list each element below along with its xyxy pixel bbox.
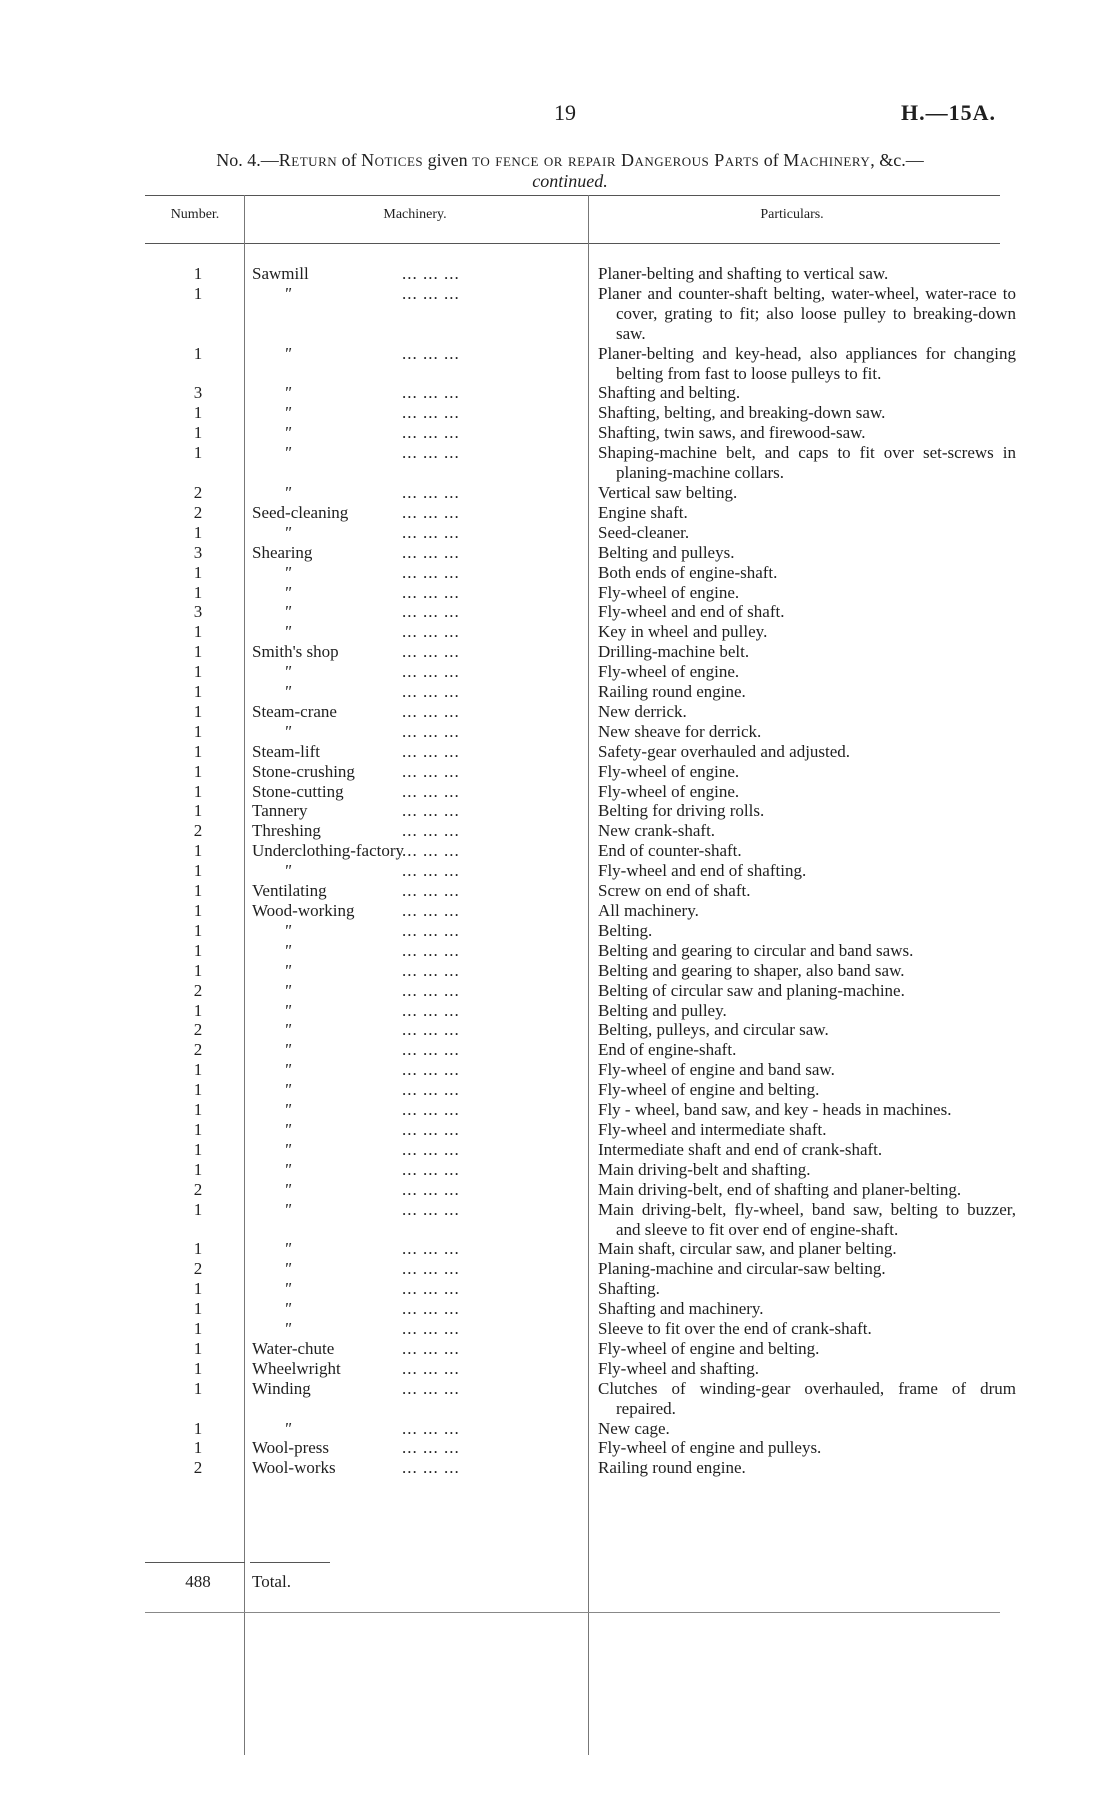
row-number: 2 [193, 1040, 203, 1060]
row-particulars: Engine shaft. [598, 502, 688, 522]
title-number: No. 4.— [216, 150, 279, 170]
row-number: 1 [193, 1159, 203, 1179]
row-leader-dots: ... ... ... [402, 1418, 460, 1438]
row-particulars: Fly-wheel of engine and band saw. [598, 1060, 835, 1080]
row-machinery: " [284, 980, 292, 1000]
row-particulars: Belting and pulleys. [598, 542, 735, 562]
row-number: 1 [193, 801, 203, 821]
table-row [0, 1200, 1114, 1240]
table-row [0, 1239, 1114, 1259]
row-number: 2 [193, 482, 203, 502]
row-particulars: Railing round engine. [598, 1458, 746, 1478]
row-number: 1 [193, 1378, 203, 1398]
row-machinery: Sawmill [252, 264, 309, 283]
row-particulars: Drilling-machine belt. [598, 642, 750, 662]
table-row [0, 1359, 1114, 1379]
row-particulars: All machinery. [598, 901, 699, 920]
row-leader-dots: ... ... ... [402, 1060, 460, 1080]
table-row [0, 1279, 1114, 1299]
row-leader-dots: ... ... ... [402, 901, 460, 920]
table-row [0, 901, 1114, 921]
row-particulars: New derrick. [598, 701, 687, 721]
row-leader-dots: ... ... ... [402, 343, 460, 363]
row-particulars: Belting and gearing to circular and band saws. [598, 940, 914, 960]
row-leader-dots: ... ... ... [402, 1000, 460, 1020]
row-machinery: " [284, 1040, 292, 1060]
row-machinery: Smith's shop [252, 642, 339, 662]
row-particulars: Belting and pulley. [598, 1000, 727, 1020]
row-machinery: Ventilating [252, 881, 327, 901]
row-number: 2 [193, 821, 203, 841]
table-row [0, 622, 1114, 642]
table-row [0, 881, 1114, 901]
table-row [0, 503, 1114, 523]
row-number: 1 [193, 761, 203, 781]
row-leader-dots: ... ... ... [402, 1119, 460, 1139]
row-number: 1 [193, 841, 203, 861]
row-number: 1 [193, 781, 203, 801]
row-machinery: Stone-cutting [252, 781, 344, 801]
row-particulars: Sleeve to fit over the end of crank-shaft. [598, 1319, 872, 1339]
total-label: Total. [252, 1572, 291, 1591]
table-bottom-rule [145, 1612, 1000, 1613]
row-machinery: " [284, 1299, 292, 1319]
title-machinery: Machinery [783, 150, 871, 170]
row-particulars: Railing round engine. [598, 682, 746, 702]
table-row [0, 961, 1114, 981]
row-particulars: Intermediate shaft and end of crank-shaft. [598, 1139, 883, 1159]
row-particulars: Fly-wheel and shafting. [598, 1358, 759, 1378]
row-leader-dots: ... ... ... [402, 960, 460, 980]
row-machinery: Stone-crushing [252, 761, 355, 781]
table-row [0, 1438, 1114, 1458]
row-leader-dots: ... ... ... [402, 502, 460, 522]
row-machinery: " [284, 920, 292, 940]
table-body [0, 264, 1114, 1478]
row-number: 1 [193, 1060, 203, 1080]
row-machinery: Wheelwright [252, 1358, 341, 1378]
row-leader-dots: ... ... ... [402, 1080, 460, 1100]
table-row [0, 841, 1114, 861]
row-machinery: " [284, 602, 292, 622]
total-top-rule-machinery [250, 1562, 330, 1563]
row-machinery: " [284, 1139, 292, 1159]
row-number: 1 [193, 1299, 203, 1319]
row-machinery: Shearing [252, 542, 313, 562]
header-bottom-rule [145, 243, 1000, 244]
row-machinery: " [284, 582, 292, 602]
row-leader-dots: ... ... ... [402, 1159, 460, 1179]
row-particulars: Fly-wheel of engine. [598, 761, 740, 781]
row-leader-dots: ... ... ... [402, 582, 460, 602]
row-number: 1 [193, 423, 203, 443]
title-of-2: of [759, 150, 784, 170]
row-number: 1 [193, 741, 203, 761]
row-machinery: " [284, 1060, 292, 1080]
row-number: 1 [193, 662, 203, 682]
row-leader-dots: ... ... ... [402, 841, 460, 861]
row-leader-dots: ... ... ... [402, 1279, 460, 1299]
row-leader-dots: ... ... ... [402, 522, 460, 542]
row-leader-dots: ... ... ... [402, 1100, 460, 1120]
row-leader-dots: ... ... ... [402, 940, 460, 960]
row-particulars: Fly-wheel and intermediate shaft. [598, 1119, 827, 1139]
table-row [0, 1458, 1114, 1478]
row-machinery: " [284, 960, 292, 980]
table-row [0, 702, 1114, 722]
table-row [0, 443, 1114, 483]
row-number: 2 [193, 1458, 203, 1478]
row-machinery: " [284, 861, 292, 881]
row-leader-dots: ... ... ... [402, 721, 460, 741]
row-particulars: End of counter-shaft. [598, 841, 742, 861]
row-particulars: New cage. [598, 1418, 670, 1438]
table-row [0, 284, 1114, 344]
row-particulars: Both ends of engine-shaft. [598, 562, 778, 582]
table-row [0, 1040, 1114, 1060]
row-particulars: Fly-wheel of engine and pulleys. [598, 1438, 822, 1458]
row-particulars: Vertical saw belting. [598, 482, 738, 502]
row-machinery: Winding [252, 1378, 311, 1398]
total-top-rule [145, 1562, 245, 1563]
table-row [0, 423, 1114, 443]
row-leader-dots: ... ... ... [402, 283, 460, 303]
row-leader-dots: ... ... ... [402, 403, 460, 423]
row-leader-dots: ... ... ... [402, 1040, 460, 1060]
row-number: 2 [193, 1020, 203, 1040]
row-machinery: " [284, 1159, 292, 1179]
row-machinery: " [284, 682, 292, 702]
row-particulars: Shafting, twin saws, and firewood-saw. [598, 423, 866, 443]
table-row [0, 264, 1114, 284]
table-row [0, 1299, 1114, 1319]
row-leader-dots: ... ... ... [402, 1458, 460, 1478]
page-number: 19 [554, 100, 576, 125]
row-machinery: Steam-crane [252, 701, 337, 721]
table-row [0, 782, 1114, 802]
row-machinery: Wool-works [252, 1458, 336, 1478]
row-leader-dots: ... ... ... [402, 1378, 460, 1398]
table-row [0, 403, 1114, 423]
table-row [0, 941, 1114, 961]
row-particulars: Main driving-belt and shafting. [598, 1159, 811, 1179]
row-machinery: " [284, 622, 292, 642]
row-machinery: " [284, 383, 292, 403]
row-particulars: Belting, pulleys, and circular saw. [598, 1020, 829, 1040]
row-particulars: Belting and gearing to shaper, also band saw. [598, 960, 905, 980]
row-machinery: " [284, 562, 292, 582]
header-number: Number. [170, 207, 220, 222]
row-particulars: Safety-gear overhauled and adjusted. [598, 741, 851, 761]
row-leader-dots: ... ... ... [402, 443, 460, 463]
row-leader-dots: ... ... ... [402, 383, 460, 403]
row-leader-dots: ... ... ... [402, 980, 460, 1000]
row-leader-dots: ... ... ... [402, 1020, 460, 1040]
row-leader-dots: ... ... ... [402, 542, 460, 562]
table-row [0, 762, 1114, 782]
table-row [0, 682, 1114, 702]
row-particulars: Main shaft, circular saw, and planer belting. [598, 1239, 897, 1259]
row-number: 1 [193, 1119, 203, 1139]
row-machinery: Threshing [252, 821, 321, 841]
row-particulars: Fly-wheel and end of shaft. [598, 602, 785, 622]
row-machinery: " [284, 662, 292, 682]
row-machinery: " [284, 423, 292, 443]
row-particulars: New sheave for derrick. [598, 721, 762, 741]
table-row [0, 742, 1114, 762]
table-row [0, 563, 1114, 583]
row-machinery: " [284, 1119, 292, 1139]
table-row [0, 543, 1114, 563]
header-particulars: Particulars. [760, 207, 824, 222]
row-leader-dots: ... ... ... [402, 761, 460, 781]
table-title [130, 150, 1010, 192]
row-number: 1 [193, 881, 203, 901]
header-machinery: Machinery. [383, 207, 447, 222]
table-row [0, 722, 1114, 742]
row-leader-dots: ... ... ... [402, 423, 460, 443]
row-particulars: Shaping-machine belt, and caps to fit over set-screws in planing-machine collars. [598, 443, 1016, 483]
row-leader-dots: ... ... ... [402, 1319, 460, 1339]
row-leader-dots: ... ... ... [402, 642, 460, 662]
row-machinery: " [284, 1319, 292, 1339]
title-of-1: of [337, 150, 362, 170]
row-leader-dots: ... ... ... [402, 1179, 460, 1199]
title-tail: , &c.— [870, 150, 924, 170]
row-machinery: " [284, 343, 292, 363]
row-particulars: Fly - wheel, band saw, and key - heads in machines. [598, 1100, 952, 1120]
row-particulars: New crank-shaft. [598, 821, 716, 841]
row-machinery: " [284, 443, 292, 463]
row-leader-dots: ... ... ... [402, 602, 460, 622]
row-number: 1 [193, 343, 203, 363]
row-leader-dots: ... ... ... [402, 1259, 460, 1279]
row-particulars: Belting of circular saw and planing-machine. [598, 980, 905, 1000]
row-machinery: Water-chute [252, 1338, 335, 1358]
row-machinery: " [284, 1020, 292, 1040]
row-number: 1 [193, 940, 203, 960]
title-given: given [423, 150, 473, 170]
row-leader-dots: ... ... ... [402, 881, 460, 901]
row-machinery: " [284, 522, 292, 542]
row-leader-dots: ... ... ... [402, 781, 460, 801]
row-number: 1 [193, 283, 203, 303]
title-continued: continued. [532, 171, 608, 191]
total-count: 488 [185, 1572, 211, 1591]
row-particulars: Fly-wheel of engine and belting. [598, 1080, 820, 1100]
row-number: 2 [193, 980, 203, 1000]
row-particulars: Fly-wheel of engine. [598, 662, 740, 682]
row-particulars: Belting for driving rolls. [598, 801, 765, 821]
row-particulars: Planing-machine and circular-saw belting. [598, 1259, 886, 1279]
row-number: 1 [193, 1438, 203, 1458]
row-number: 1 [193, 901, 203, 920]
table-row [0, 1060, 1114, 1080]
row-particulars: Fly-wheel of engine. [598, 582, 740, 602]
row-number: 1 [193, 622, 203, 642]
table-row [0, 821, 1114, 841]
row-leader-dots: ... ... ... [402, 1338, 460, 1358]
row-machinery: " [284, 1100, 292, 1120]
table-row [0, 483, 1114, 503]
table-row [0, 1379, 1114, 1419]
row-particulars: Main driving-belt, fly-wheel, band saw, belting to buzzer, and sleeve to fit over end of engine-shaft. [598, 1199, 1016, 1239]
table-row [0, 602, 1114, 622]
table-row [0, 1180, 1114, 1200]
row-machinery: " [284, 482, 292, 502]
row-particulars: Planer-belting and key-head, also appliances for changing belting from fast to loose pulleys to fit. [598, 343, 1016, 383]
row-number: 1 [193, 1100, 203, 1120]
row-machinery: Underclothing-factory [252, 841, 404, 861]
title-return: Return [278, 150, 338, 170]
row-number: 1 [193, 1239, 203, 1259]
row-particulars: Planer and counter-shaft belting, water-wheel, water-race to cover, grating to fit; also loose pulley to breaking-down saw. [598, 283, 1016, 343]
row-particulars: Seed-cleaner. [598, 522, 690, 542]
row-number: 1 [193, 1358, 203, 1378]
row-number: 3 [193, 602, 203, 622]
row-leader-dots: ... ... ... [402, 562, 460, 582]
table-row [0, 642, 1114, 662]
row-particulars: Screw on end of shaft. [598, 881, 751, 901]
row-particulars: Shafting, belting, and breaking-down saw. [598, 403, 886, 423]
row-particulars: Fly-wheel of engine and belting. [598, 1338, 820, 1358]
table-row [0, 1080, 1114, 1100]
table-row [0, 801, 1114, 821]
row-machinery: " [284, 1000, 292, 1020]
row-number: 1 [193, 1279, 203, 1299]
title-notices: Notices [361, 150, 424, 170]
row-machinery: " [284, 1259, 292, 1279]
table-row [0, 1160, 1114, 1180]
table-row [0, 1339, 1114, 1359]
row-leader-dots: ... ... ... [402, 1239, 460, 1259]
row-number: 1 [193, 1080, 203, 1100]
row-leader-dots: ... ... ... [402, 1358, 460, 1378]
row-leader-dots: ... ... ... [402, 920, 460, 940]
header-top-rule [145, 195, 1000, 196]
row-number: 1 [193, 1418, 203, 1438]
row-particulars: Belting. [598, 920, 653, 940]
row-particulars: Shafting. [598, 1279, 660, 1299]
row-leader-dots: ... ... ... [402, 801, 460, 821]
row-machinery: Tannery [252, 801, 308, 821]
row-number: 3 [193, 542, 203, 562]
row-machinery: " [284, 1279, 292, 1299]
row-machinery: " [284, 1239, 292, 1259]
row-number: 1 [193, 1000, 203, 1020]
row-leader-dots: ... ... ... [402, 1139, 460, 1159]
table-row [0, 1419, 1114, 1439]
table-row [0, 1001, 1114, 1021]
row-leader-dots: ... ... ... [402, 482, 460, 502]
row-machinery: " [284, 1080, 292, 1100]
table-row [0, 662, 1114, 682]
row-number: 2 [193, 502, 203, 522]
table-row [0, 1140, 1114, 1160]
row-machinery: " [284, 721, 292, 741]
row-number: 1 [193, 1338, 203, 1358]
row-number: 1 [193, 403, 203, 423]
table-row [0, 523, 1114, 543]
row-particulars: End of engine-shaft. [598, 1040, 737, 1060]
row-machinery: Seed-cleaning [252, 502, 349, 522]
table-row [0, 1319, 1114, 1339]
row-number: 2 [193, 1259, 203, 1279]
row-number: 3 [193, 383, 203, 403]
row-number: 1 [193, 1199, 203, 1219]
row-particulars: Fly-wheel of engine. [598, 781, 740, 801]
row-machinery: " [284, 1418, 292, 1438]
row-leader-dots: ... ... ... [402, 1299, 460, 1319]
row-machinery: " [284, 283, 292, 303]
document-reference: H.—15A. [901, 100, 996, 125]
table-row [0, 1259, 1114, 1279]
row-particulars: Fly-wheel and end of shafting. [598, 861, 807, 881]
row-particulars: Key in wheel and pulley. [598, 622, 768, 642]
row-leader-dots: ... ... ... [402, 821, 460, 841]
row-leader-dots: ... ... ... [402, 264, 460, 283]
table-row [0, 1120, 1114, 1140]
table-row [0, 1020, 1114, 1040]
row-machinery: Steam-lift [252, 741, 320, 761]
row-number: 1 [193, 682, 203, 702]
row-particulars: Shafting and machinery. [598, 1299, 764, 1319]
row-leader-dots: ... ... ... [402, 741, 460, 761]
row-machinery: Wood-working [252, 901, 355, 920]
row-leader-dots: ... ... ... [402, 682, 460, 702]
row-particulars: Main driving-belt, end of shafting and planer-belting. [598, 1179, 962, 1199]
table-row [0, 383, 1114, 403]
table-row [0, 921, 1114, 941]
row-number: 1 [193, 562, 203, 582]
row-leader-dots: ... ... ... [402, 622, 460, 642]
table-row [0, 861, 1114, 881]
row-number: 1 [193, 861, 203, 881]
table-row [0, 981, 1114, 1001]
table-row [0, 583, 1114, 603]
row-machinery: " [284, 1199, 292, 1219]
title-fence-repair: to fence or repair Dangerous Parts [472, 150, 760, 170]
table-row [0, 344, 1114, 384]
row-number: 1 [193, 1319, 203, 1339]
table-row [0, 1100, 1114, 1120]
row-particulars: Clutches of winding-gear overhauled, frame of drum repaired. [598, 1378, 1016, 1418]
row-leader-dots: ... ... ... [402, 1199, 460, 1219]
row-number: 1 [193, 920, 203, 940]
row-leader-dots: ... ... ... [402, 662, 460, 682]
row-number: 1 [193, 522, 203, 542]
row-leader-dots: ... ... ... [402, 701, 460, 721]
row-number: 1 [193, 701, 203, 721]
row-machinery: " [284, 403, 292, 423]
row-particulars: Shafting and belting. [598, 383, 741, 403]
row-leader-dots: ... ... ... [402, 861, 460, 881]
row-number: 2 [193, 1179, 203, 1199]
row-machinery: " [284, 1179, 292, 1199]
row-number: 1 [193, 642, 203, 662]
row-machinery: Wool-press [252, 1438, 330, 1458]
row-particulars: Planer-belting and shafting to vertical saw. [598, 264, 889, 283]
row-number: 1 [193, 443, 203, 463]
row-number: 1 [193, 582, 203, 602]
row-number: 1 [193, 1139, 203, 1159]
row-machinery: " [284, 940, 292, 960]
row-number: 1 [193, 721, 203, 741]
row-number: 1 [193, 960, 203, 980]
row-number: 1 [193, 264, 203, 283]
row-leader-dots: ... ... ... [402, 1438, 460, 1458]
